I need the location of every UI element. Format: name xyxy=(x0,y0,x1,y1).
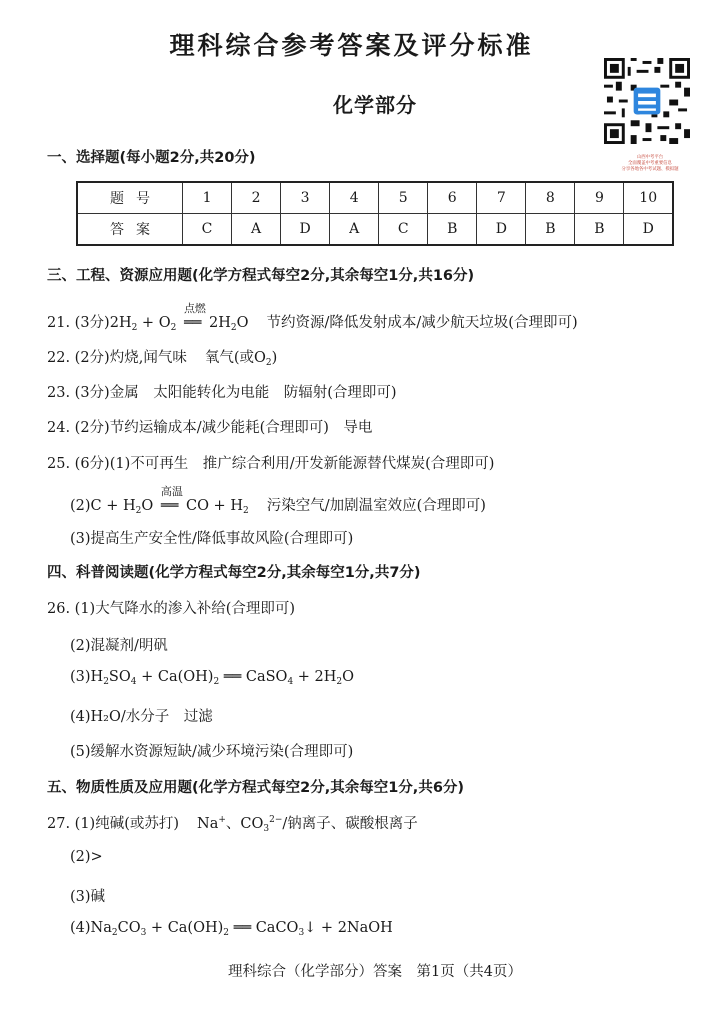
table-cell: 9 xyxy=(575,182,624,214)
section-heading-reading: 四、科普阅读题(化学方程式每空2分,其余每空1分,共7分) xyxy=(47,565,421,581)
answer-27-1-prefix: 27. (1)纯碱(或苏打) xyxy=(47,816,180,832)
qr-caption-line: 全面覆盖中考重要信息 xyxy=(628,161,672,166)
section-heading-choice: 一、选择题(每小题2分,共20分) xyxy=(47,150,256,166)
answer-27-1: 27. (1)纯碱(或苏打) Na+、$CO_3^{2-}/$钠离子、碳酸根离子 xyxy=(47,815,418,834)
table-header-cell: 答案 xyxy=(77,214,183,246)
answer-25-3: (3)提高生产安全性/降低事故风险(合理即可) xyxy=(70,531,354,547)
table-row xyxy=(77,182,673,214)
table-cell: C xyxy=(183,214,232,246)
page-footer: 理科综合（化学部分）答案 第1页（共4页） xyxy=(228,964,522,980)
qr-caption-line: 山西中考平台 xyxy=(636,155,664,160)
answer-25-2: $(2)C + H_2O$ 高温 ══ CO + $H_2$ 污染空气/加剧温室效应(合理即可) xyxy=(70,485,486,516)
table-cell: 5 xyxy=(379,182,428,214)
table-cell: C xyxy=(379,214,428,246)
answer-23: 23. (3分)金属 太阳能转化为电能 防辐射(合理即可) xyxy=(47,385,397,401)
reaction-condition: 高温 ══ xyxy=(160,485,183,514)
table-cell: B xyxy=(526,214,575,246)
answer-26-4: (4)H₂O/水分子 过滤 xyxy=(70,709,213,725)
condition-label: 高温 xyxy=(160,485,183,498)
answer-25-2-prefix: (2)C + H xyxy=(70,498,136,514)
answer-27-1-rest: /钠离子、碳酸根离子 xyxy=(282,816,418,832)
table-cell: B xyxy=(428,214,477,246)
answer-22-prefix: 22. (2分)灼烧,闻气味 xyxy=(47,350,187,366)
reaction-condition: 点燃 ══ xyxy=(183,302,206,331)
answer-26-3: $(3)H_2SO_4 + Ca(OH)_2$ ══ CaSO$_4$ + $2H_2O$ xyxy=(70,669,355,687)
answer-21-rest: 节约资源/降低发射成本/减少航天垃圾(合理即可) xyxy=(266,315,578,331)
page-subtitle: 化学部分 xyxy=(333,93,417,117)
table-cell: B xyxy=(575,214,624,246)
answer-27-3: (3)碱 xyxy=(70,889,106,905)
table-cell: 3 xyxy=(281,182,330,214)
qr-caption xyxy=(604,155,696,173)
answer-27-2: (2)> xyxy=(70,849,103,865)
table-cell: A xyxy=(330,214,379,246)
table-cell: D xyxy=(281,214,330,246)
page-title: 理科综合参考答案及评分标准 xyxy=(169,31,534,60)
section-heading-properties: 五、物质性质及应用题(化学方程式每空2分,其余每空1分,共6分) xyxy=(47,780,465,796)
answer-25-2-rest: 污染空气/加剧温室效应(合理即可) xyxy=(266,498,486,514)
section-heading-engineering: 三、工程、资源应用题(化学方程式每空2分,其余每空1分,共16分) xyxy=(47,268,475,284)
table-cell: A xyxy=(232,214,281,246)
table-cell: 10 xyxy=(624,182,673,214)
answer-22-end: ) xyxy=(271,350,278,366)
answer-21-prefix: 21. (3分) xyxy=(47,315,110,331)
answer-22-a2: 氧气(或O xyxy=(204,350,266,366)
answer-26-5: (5)缓解水资源短缺/减少环境污染(合理即可) xyxy=(70,744,354,760)
table-cell: 1 xyxy=(183,182,232,214)
qr-caption-line: 分享各地各中考试题、模拟题 xyxy=(621,167,679,172)
table-header-cell: 题号 xyxy=(77,182,183,214)
table-cell: D xyxy=(477,214,526,246)
table-cell: 8 xyxy=(526,182,575,214)
table-cell: D xyxy=(624,214,673,246)
table-cell: 2 xyxy=(232,182,281,214)
table-row xyxy=(77,214,673,246)
answer-22: 22. (2分)灼烧,闻气味 氧气(或$O_2$) xyxy=(47,350,278,368)
answer-24: 24. (2分)节约运输成本/减少能耗(合理即可) 导电 xyxy=(47,420,373,436)
answer-26-1: 26. (1)大气降水的渗入补给(合理即可) xyxy=(47,601,296,617)
qr-code xyxy=(604,58,690,144)
table-cell: 7 xyxy=(477,182,526,214)
answer-26-2: (2)混凝剂/明矾 xyxy=(70,638,168,654)
answer-27-4: $(4)Na_2CO_3 + Ca(OH)_2$ ══ CaCO$_3$↓ + 2NaOH xyxy=(70,920,393,938)
condition-label: 点燃 xyxy=(183,302,206,315)
table-cell: 6 xyxy=(428,182,477,214)
table-cell: 4 xyxy=(330,182,379,214)
answer-table xyxy=(76,181,674,246)
answer-25-1: 25. (6分)(1)不可再生 推广综合利用/开发新能源替代煤炭(合理即可) xyxy=(47,456,495,472)
answer-21: 21. (3分)$2H_2 + O_2$ 点燃 ══ $2H_2O$ 节约资源/降低发射成本/减少航天垃圾(合理即可) xyxy=(47,302,578,333)
